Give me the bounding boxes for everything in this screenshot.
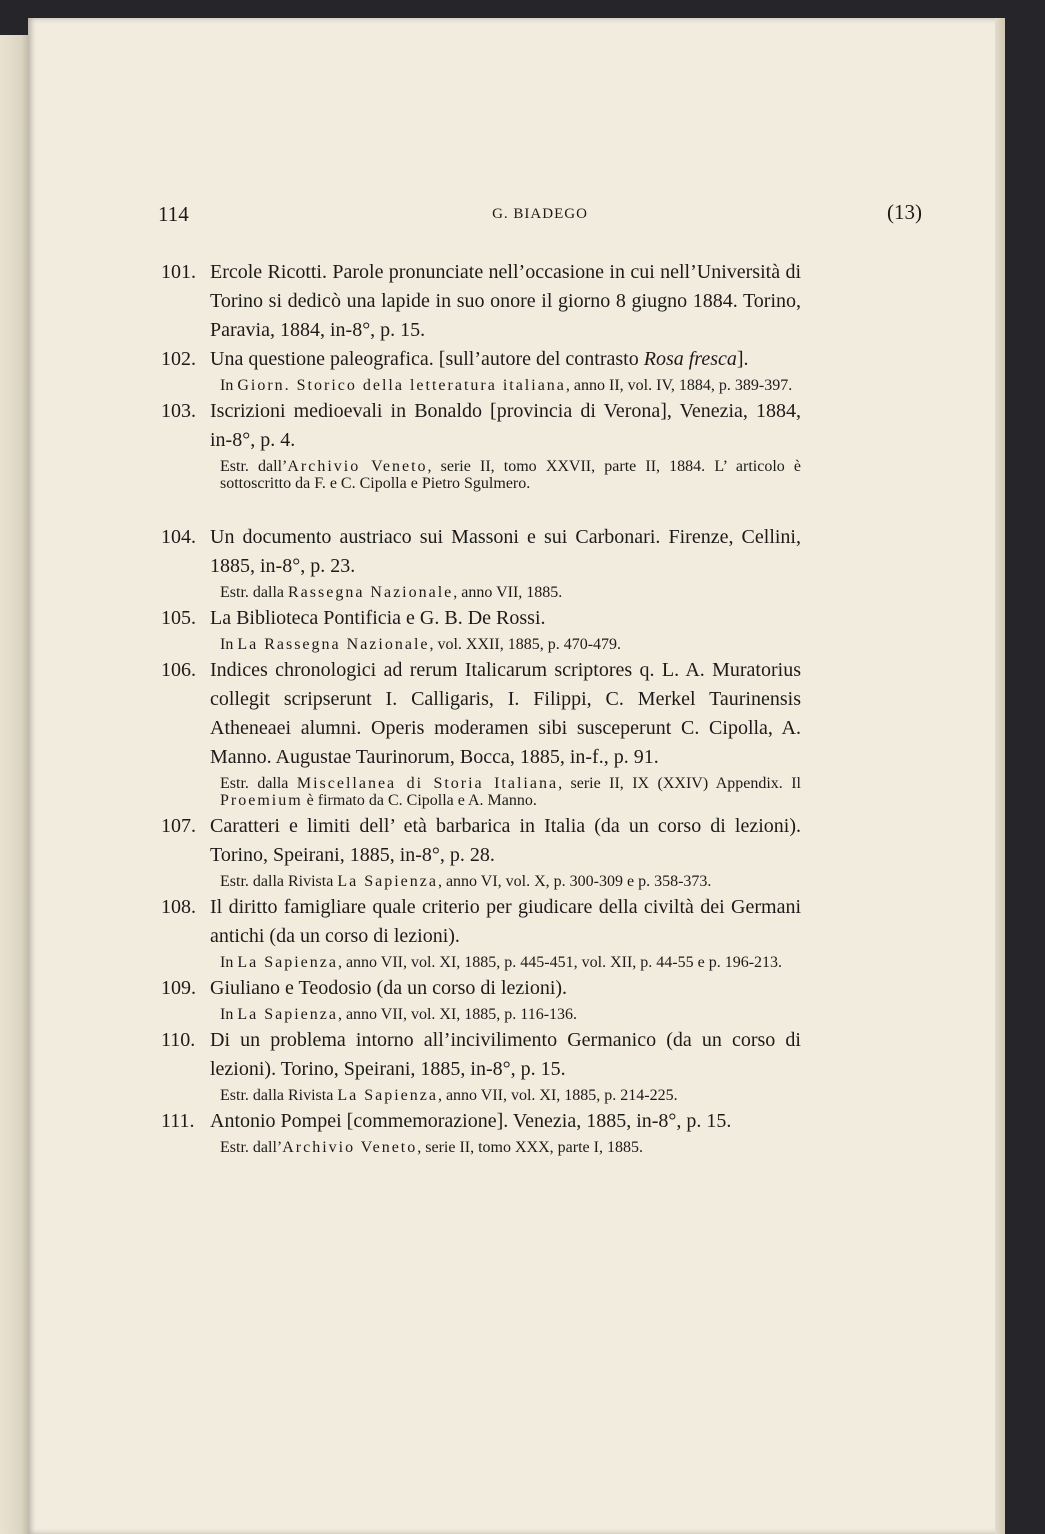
journal-title: Archivio Veneto xyxy=(282,1139,418,1156)
entry-number: 101. xyxy=(161,261,196,283)
entry-number: 103. xyxy=(161,400,196,422)
journal-title: La Sapienza xyxy=(337,873,438,890)
journal-title: La Sapienza xyxy=(237,1006,338,1023)
entry-text: Caratteri e limiti dell’ età barbarica in Italia (da un corso di lezioni). Torino, Speirani, 1885, in-8°, p. 28. xyxy=(210,815,801,866)
entry-number: 107. xyxy=(161,815,196,837)
entry-108 xyxy=(161,893,801,971)
entry-109 xyxy=(161,974,801,1023)
work-title: Proemium xyxy=(220,792,303,809)
entry-number: 104. xyxy=(161,526,196,548)
entry-note: Estr. dalla Rivista La Sapienza, anno VII, vol. XI, 1885, p. 214-225. xyxy=(220,1087,678,1104)
entry-note: In La Rassegna Nazionale, vol. XXII, 1885, p. 470-479. xyxy=(220,636,622,653)
entry-text: Indices chronologici ad rerum Italicarum scriptores q. L. A. Muratorius collegit scripserunt I. Calligaris, I. Filippi, C. Merkel Taurinensis Atheneaei alumni. Operis moderamen sibi susceperunt C. Cipolla, A. Manno. Augustae Taurinorum, Bocca, 1885, in-f., p. 91. xyxy=(210,659,801,768)
entry-text: Iscrizioni medioevali in Bonaldo [provincia di Verona], Venezia, 1884, in-8°, p. 4. xyxy=(210,400,801,451)
entry-text: Ercole Ricotti. Parole pronunciate nell’occasione in cui nell’Università di Torino si dedicò una lapide in suo onore il giorno 8 giugno 1884. Torino, Paravia, 1884, in-8°, p. 15. xyxy=(210,261,801,341)
journal-title: La Rassegna Nazionale xyxy=(237,636,430,653)
entry-note: Estr. dalla Miscellanea di Storia Italiana, serie II, IX (XXIV) Appendix. Il Proemium è firmato da C. Cipolla e A. Manno. xyxy=(220,775,802,809)
entry-102 xyxy=(161,345,801,394)
entry-text: La Biblioteca Pontificia e G. B. De Rossi. xyxy=(210,607,546,629)
entry-note: In La Sapienza, anno VII, vol. XI, 1885, p. 116-136. xyxy=(220,1006,578,1023)
entry-text: Di un problema intorno all’incivilimento Germanico (da un corso di lezioni). Torino, Speirani, 1885, in-8°, p. 15. xyxy=(210,1029,801,1080)
entry-number: 111. xyxy=(161,1110,195,1132)
journal-title: Archivio Veneto xyxy=(287,458,428,475)
entry-text: Una questione paleografica. [sull’autore del contrasto Rosa fresca]. xyxy=(210,348,749,370)
entry-number: 102. xyxy=(161,348,196,370)
entry-110 xyxy=(161,1026,801,1104)
book-page xyxy=(28,18,1005,1534)
entry-note: In Giorn. Storico della letteratura italiana, anno II, vol. IV, 1884, p. 389-397. xyxy=(220,377,793,394)
entry-number: 109. xyxy=(161,977,196,999)
italic-title: Rosa fresca xyxy=(643,348,737,370)
running-header xyxy=(158,196,922,232)
entry-number: 108. xyxy=(161,896,196,918)
entry-note: In La Sapienza, anno VII, vol. XI, 1885, p. 445-451, vol. XII, p. 44-55 e p. 196-213. xyxy=(220,954,783,971)
entry-number: 106. xyxy=(161,659,196,681)
left-page-edge xyxy=(0,35,30,1534)
entry-104 xyxy=(161,523,801,601)
entry-106 xyxy=(161,656,801,809)
entry-text: Un documento austriaco sui Massoni e sui Carbonari. Firenze, Cellini, 1885, in-8°, p. 23. xyxy=(210,526,801,577)
journal-title: La Sapienza xyxy=(337,1087,438,1104)
journal-title: Rassegna Nazionale xyxy=(287,584,454,601)
entry-note: Estr. dall’Archivio Veneto, serie II, tomo XXVII, parte II, 1884. L’ articolo è sottoscritto da F. e C. Cipolla e Pietro Sgulmero. xyxy=(220,458,801,492)
entry-text: Antonio Pompei [commemorazione]. Venezia, 1885, in-8°, p. 15. xyxy=(210,1110,732,1132)
journal-title: Miscellanea di Storia Italiana xyxy=(296,775,559,792)
journal-title: La Sapienza xyxy=(237,954,338,971)
entry-note: Estr. dalla Rassegna Nazionale, anno VII, 1885. xyxy=(220,584,563,601)
section-number: (13) xyxy=(887,200,922,224)
entry-101 xyxy=(161,258,801,345)
entry-111 xyxy=(161,1107,801,1156)
section-gap xyxy=(161,495,801,523)
entry-note: Estr. dalla Rivista La Sapienza, anno VI, vol. X, p. 300-309 e p. 358-373. xyxy=(220,873,712,890)
page-number: 114 xyxy=(158,202,189,226)
entry-number: 105. xyxy=(161,607,196,629)
entry-107 xyxy=(161,812,801,890)
entry-number: 110. xyxy=(161,1029,196,1051)
entry-text: Il diritto famigliare quale criterio per giudicare della civiltà dei Germani antichi (da un corso di lezioni). xyxy=(210,896,801,947)
entry-105 xyxy=(161,604,801,653)
entry-103 xyxy=(161,397,801,492)
running-author: G. BIADEGO xyxy=(492,206,588,222)
journal-title: Giorn. Storico della letteratura italiana xyxy=(237,377,566,394)
entry-text: Giuliano e Teodosio (da un corso di lezioni). xyxy=(210,977,568,999)
bibliography-list xyxy=(161,258,801,1159)
entry-note: Estr. dall’Archivio Veneto, serie II, tomo XXX, parte I, 1885. xyxy=(220,1139,643,1156)
